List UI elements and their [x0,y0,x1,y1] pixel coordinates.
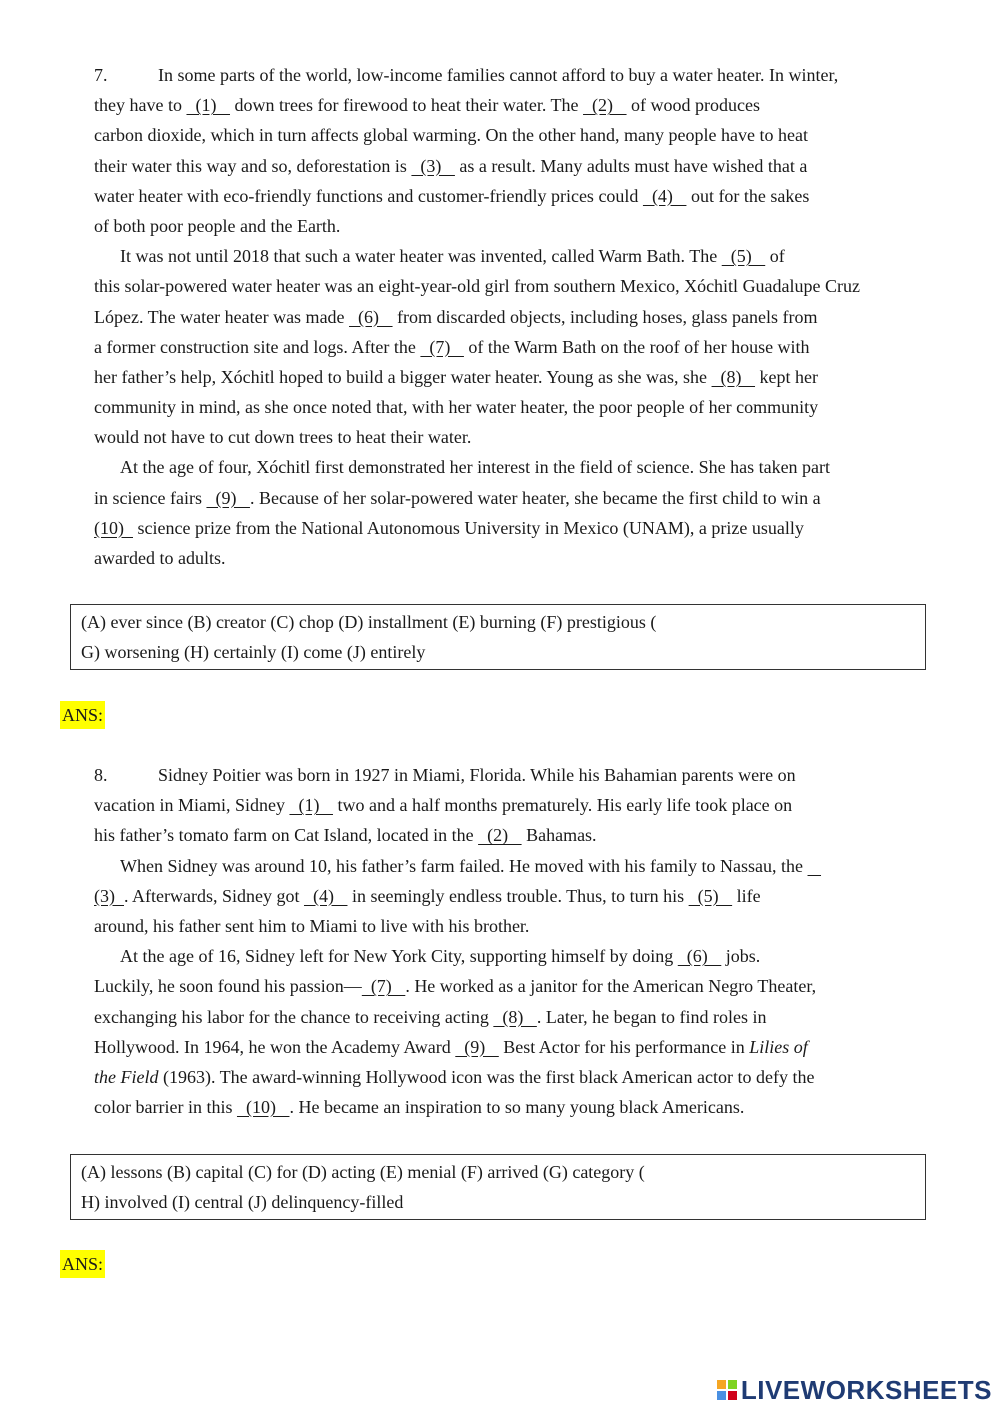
passage-text: exchanging his labor for the chance to receiving acting [94,1006,494,1027]
passage-text: down trees for firewood to heat their water. The [229,95,584,116]
q7-passage [80,60,940,573]
q8-line [80,1062,940,1092]
passage-text: . Because of her solar-powered water heater, she became the first child to win a [249,487,821,508]
passage-text: science prize from the National Autonomous University in Mexico (UNAM), a prize usually [133,517,804,538]
answer-blank: (1) [289,795,333,816]
passage-text: this solar-powered water heater was an eight-year-old girl from southern Mexico, Xóchitl Guadalupe Cruz [94,276,861,297]
liveworksheets-logo [717,1375,992,1405]
passage-text: Bahamas. [521,825,597,846]
passage-text: Best Actor for his performance in [498,1036,750,1057]
passage-text: López. The water heater was made [94,306,350,327]
passage-text: Luckily, he soon found his passion— [94,976,362,997]
q7-number: 7. [94,65,108,85]
q8-line [80,820,940,850]
q7-options-line-1: (A) ever since (B) creator (C) chop (D) installment (E) burning (F) prestigious ( [81,612,657,632]
q7-line [80,543,940,573]
answer-blank: (8) [711,366,756,387]
answer-blank: (4) [303,885,348,906]
q7-line [80,392,940,422]
q7-line [80,151,940,181]
q8-line [80,1002,940,1032]
answer-blank: (6) [349,306,393,327]
q8-line [80,851,940,881]
passage-text: his father’s tomato farm on Cat Island, located in the [94,825,479,846]
q7-line [80,483,940,513]
q8-number: 8. [94,765,108,785]
q8-line [80,790,940,820]
answer-blank: (2) [478,825,522,846]
passage-text: At the age of four, Xóchitl first demonstrated her interest in the field of science. She has taken part [120,457,831,478]
q7-line [80,181,940,211]
q7-line [80,362,940,392]
passage-text: of both poor people and the Earth. [94,215,341,236]
logo-text: LIVEWORKSHEETS [740,1374,992,1405]
q7-line [80,211,940,241]
passage-text: around, his father sent him to Miami to live with his brother. [94,915,530,936]
question-8 [80,760,940,1122]
q7-line [80,302,940,332]
q8-line [80,881,940,911]
passage-text: life [732,885,761,906]
passage-text: their water this way and so, deforestation is [94,155,412,176]
passage-text: as a result. Many adults must have wished that a [454,155,808,176]
q7-line [80,271,940,301]
answer-blank: (10) [94,517,133,538]
q8-line [80,1092,940,1122]
passage-text: in seemingly endless trouble. Thus, to turn his [347,885,689,906]
answer-blank: (4) [642,185,687,206]
q8-passage [80,760,940,1122]
answer-blank: (1) [186,95,230,116]
answer-blank: (5) [688,885,733,906]
q8-options-line-2: H) involved (I) central (J) delinquency-filled [81,1192,404,1213]
passage-text: . Later, he began to find roles in [536,1006,767,1027]
passage-text: awarded to adults. [94,548,226,568]
passage-text: they have to [94,95,187,116]
q8-line [80,941,940,971]
passage-text: of wood produces [626,95,761,116]
passage-text: (1963). The award-winning Hollywood icon was the first black American actor to defy the [158,1066,815,1087]
passage-text: . He worked as a janitor for the American Negro Theater, [405,976,817,997]
q8-line [80,971,940,1001]
passage-text: water heater with eco-friendly functions and customer-friendly prices could [94,185,643,206]
q8-line [80,911,940,941]
q8-line [80,1032,940,1062]
passage-text: At the age of 16, Sidney left for New York City, supporting himself by doing [120,946,678,967]
q8-options-box [70,1154,926,1220]
answer-blank: (8) [493,1006,537,1027]
passage-text: In some parts of the world, low-income families cannot afford to buy a water heater. In winter, [158,65,839,85]
passage-text: Sidney Poitier was born in 1927 in Miami, Florida. While his Bahamian parents were on [158,765,796,785]
passage-text: vacation in Miami, Sidney [94,795,290,816]
q7-answer-label: ANS: [60,701,105,729]
passage-text: color barrier in this [94,1097,237,1118]
passage-text: her father’s help, Xóchitl hoped to build a bigger water heater. Young as she was, she [94,366,712,387]
passage-text: two and a half months prematurely. His early life took place on [332,795,793,816]
answer-blank: (10) [236,1097,290,1118]
q7-options-line-2: G) worsening (H) certainly (I) come (J) entirely [81,642,426,663]
q7-line [80,452,940,482]
passage-text: . He became an inspiration to so many young black Americans. [289,1097,745,1118]
passage-text: of [765,246,785,267]
passage-text: from discarded objects, including hoses, glass panels from [392,306,818,327]
passage-text: Hollywood. In 1964, he won the Academy Award [94,1036,456,1057]
passage-text: out for the sakes [686,185,810,206]
passage-text: When Sidney was around 10, his father’s farm failed. He moved with his family to Nassau, the [120,855,808,876]
q7-line [80,90,940,120]
q7-line [80,60,940,90]
q8-options-line-1: (A) lessons (B) capital (C) for (D) acting (E) menial (F) arrived (G) category ( [81,1162,645,1182]
passage-text: a former construction site and logs. After the [94,336,421,357]
passage-text: community in mind, as she once noted that, with her water heater, the poor people of her community [94,397,819,418]
answer-blank: (9) [206,487,250,508]
passage-text: . Afterwards, Sidney got [124,885,304,906]
passage-text: carbon dioxide, which in turn affects global warming. On the other hand, many people have to heat [94,125,808,146]
answer-blank: (2) [583,95,627,116]
q7-line [80,120,940,150]
q7-line [80,513,940,543]
q7-line [80,332,940,362]
italic-title: Lilies of [749,1036,808,1057]
passage-text: jobs. [721,946,761,967]
answer-blank [808,856,822,876]
answer-blank: (7) [420,336,464,357]
q7-line [80,241,940,271]
q7-options-box [70,604,926,670]
passage-text: of the Warm Bath on the roof of her house with [463,336,810,357]
answer-blank: (6) [677,946,722,967]
answer-blank: (5) [721,246,766,267]
passage-text: It was not until 2018 that such a water heater was invented, called Warm Bath. The [120,246,722,267]
passage-text: in science fairs [94,487,207,508]
italic-title: the Field [94,1066,159,1087]
answer-blank: (7) [361,976,406,997]
q7-line [80,422,940,452]
question-7 [80,60,940,573]
answer-blank: (3) [411,155,455,176]
passage-text: would not have to cut down trees to heat their water. [94,427,472,448]
answer-blank: (9) [455,1036,499,1057]
passage-text: kept her [755,366,819,387]
q8-line [80,760,940,790]
q8-answer-label: ANS: [60,1250,105,1278]
logo-mark-icon [717,1380,737,1400]
answer-blank: (3) [94,885,124,906]
